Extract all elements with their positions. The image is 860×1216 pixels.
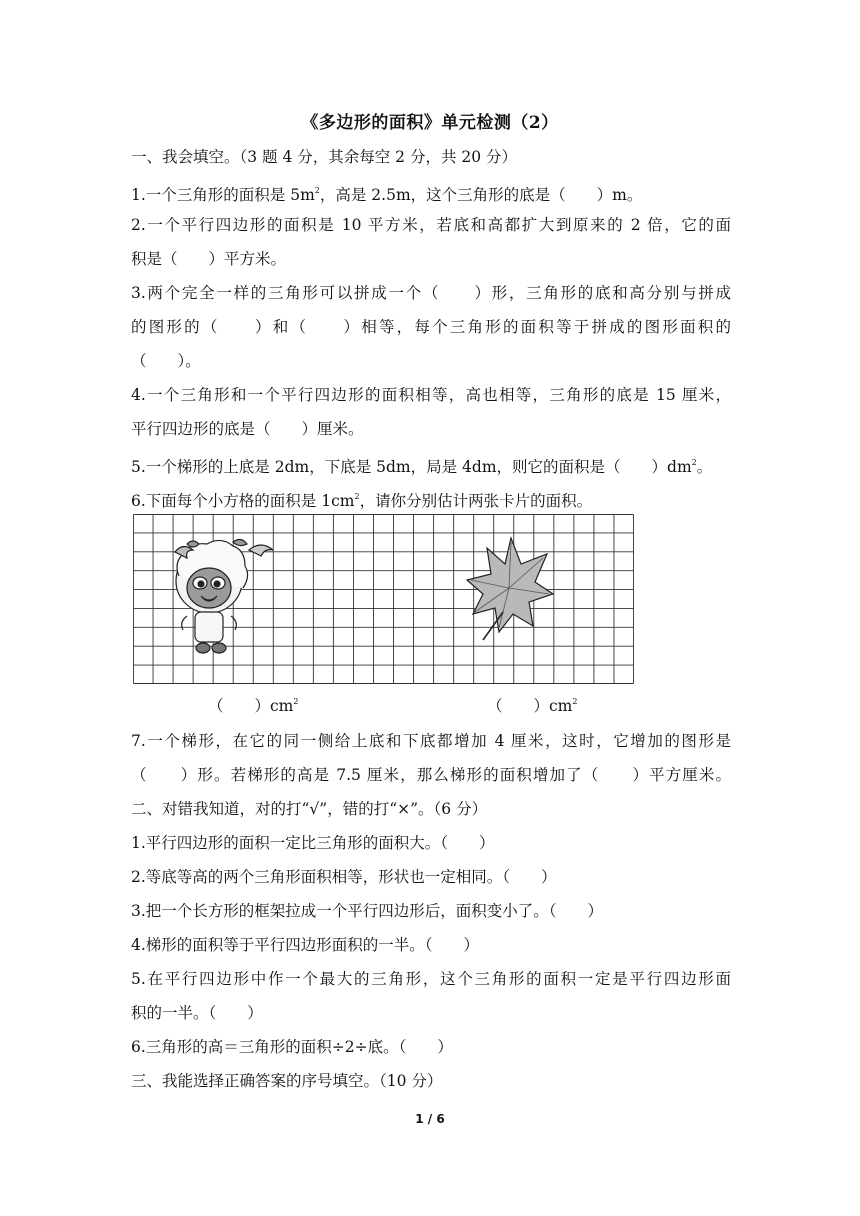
question-2-6: 6.三角形的高＝三角形的面积÷2÷底。（ ） [131, 1038, 453, 1056]
goat-card-illustration [175, 539, 273, 653]
area-grid-figure [133, 514, 634, 684]
question-2-1: 1.平行四边形的面积一定比三角形的面积大。（ ） [131, 834, 495, 852]
question-1-7-line1: 7.一个梯形，在它的同一侧给上底和下底都增加 4 厘米，这时，它增加的图形是 [131, 732, 731, 750]
question-1-7-line2: （ ）形。若梯形的高是 7.5 厘米，那么梯形的面积增加了（ ）平方厘米。 [131, 766, 731, 784]
question-1-5: 5.一个梯形的上底是 2dm，下底是 5dm，局是 4dm，则它的面积是（ ）$dm^2$。 [131, 458, 713, 476]
question-1-6: 6.下面每个小方格的面积是 $1cm^2$，请你分别估计两张卡片的面积。 [131, 492, 593, 510]
question-1-4-line2: 平行四边形的底是（ ）厘米。 [131, 420, 364, 438]
section-3-heading: 三、我能选择正确答案的序号填空。（10 分） [131, 1072, 443, 1090]
question-2-4: 4.梯形的面积等于平行四边形面积的一半。（ ） [131, 936, 480, 954]
question-2-5-line2: 积的一半。（ ） [131, 1004, 263, 1022]
section-2-heading: 二、对错我知道，对的打“√”，错的打“×”。（6 分） [131, 800, 488, 818]
page-title: 《多边形的面积》单元检测（2） [301, 113, 559, 133]
question-1-3-line2: 的图形的（ ）和（ ）相等，每个三角形的面积等于拼成的图形面积的 [131, 318, 731, 336]
section-1-heading: 一、我会填空。（3 题 4 分，其余每空 2 分，共 20 分） [131, 148, 518, 166]
goat-area-answer: （ ）$cm^2$ [208, 697, 299, 715]
question-2-3: 3.把一个长方形的框架拉成一个平行四边形后，面积变小了。（ ） [131, 902, 604, 920]
question-1-3-line1: 3.两个完全一样的三角形可以拼成一个（ ）形，三角形的底和高分别与拼成 [131, 284, 731, 302]
question-1-2-line2: 积是（ ）平方米。 [131, 250, 287, 268]
question-1-2-line1: 2.一个平行四边形的面积是 10 平方米，若底和高都扩大到原来的 2 倍，它的面 [131, 216, 731, 234]
leaf-area-answer: （ ）$cm^2$ [487, 697, 578, 715]
leaf-card-illustration [467, 538, 553, 640]
question-1-4-line1: 4.一个三角形和一个平行四边形的面积相等，高也相等，三角形的底是 15 厘米， [131, 386, 731, 404]
question-2-5-line1: 5.在平行四边形中作一个最大的三角形，这个三角形的面积一定是平行四边形面 [131, 970, 731, 988]
question-1-1: 1.一个三角形的面积是 $5m^2$，高是 2.5m，这个三角形的底是（ ）m。 [131, 186, 643, 204]
question-1-3-line3: （ ）。 [131, 352, 201, 370]
question-2-2: 2.等底等高的两个三角形面积相等，形状也一定相同。（ ） [131, 868, 557, 886]
page-number: 1 / 6 [415, 1112, 445, 1126]
